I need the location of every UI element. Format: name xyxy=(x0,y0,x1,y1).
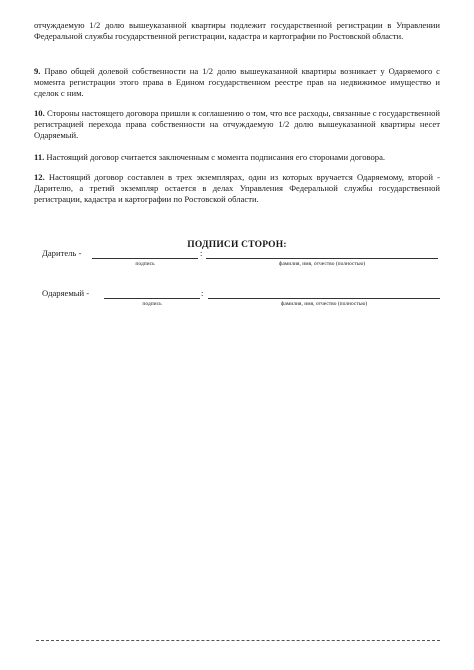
signature-colon: : xyxy=(201,288,204,298)
clause-text: Настоящий договор составлен в трех экземплярах, один из которых вручается Одаряемому, второй - Дарителю, а третий экземпляр остается в делах Управления Федеральной службы государственной регистрации, кадастра и картографии по Ростовской области. xyxy=(34,172,440,204)
signature-row-donor xyxy=(34,248,454,278)
clause-10 xyxy=(34,108,440,141)
clause-text: Стороны настоящего договора пришли к соглашению о том, что все расходы, связанные с государственной регистрацией перехода права собственности на отчуждаемую 1/2 долю вышеуказанной квартиры несет Одаряемый. xyxy=(34,108,440,140)
full-name-caption: фамилия, имя, отчество (полностью) xyxy=(280,301,368,307)
clause-9 xyxy=(34,66,440,99)
signature-label: Даритель - xyxy=(42,248,82,258)
signature-caption: подпись xyxy=(142,301,162,307)
clause-12 xyxy=(34,172,440,205)
clause-number: 11. xyxy=(34,152,45,162)
signature-row-recipient xyxy=(34,288,454,318)
full-name-line[interactable] xyxy=(208,298,440,299)
signature-caption: подпись xyxy=(135,261,155,267)
signature-colon: : xyxy=(200,248,203,258)
signature-line[interactable] xyxy=(104,298,200,299)
clause-number: 12. xyxy=(34,172,45,182)
clause-11 xyxy=(34,152,440,163)
paragraph-continuation xyxy=(34,20,440,42)
clause-number: 9. xyxy=(34,66,41,76)
footer-dashed-rule xyxy=(36,640,440,641)
signature-line[interactable] xyxy=(92,258,198,259)
paragraph-text: отчуждаемую 1/2 долю вышеуказанной квартиры подлежит государственной регистрации в Управлении Федеральной службы государственной регистрации, кадастра и картографии по Ростовской области. xyxy=(34,20,440,41)
full-name-line[interactable] xyxy=(206,258,438,259)
full-name-caption: фамилия, имя, отчество (полностью) xyxy=(278,261,366,267)
signatures-title: ПОДПИСИ СТОРОН: xyxy=(187,240,287,250)
clause-text: Право общей долевой собственности на 1/2 долю вышеуказанной квартиры возникает у Одаряемого с момента регистрации этого права в Едином государственном реестре прав на недвижимое имущество и сделок с ним. xyxy=(34,66,440,98)
signature-label: Одаряемый - xyxy=(42,288,90,298)
clause-number: 10. xyxy=(34,108,45,118)
clause-text: Настоящий договор считается заключенным с момента подписания его сторонами договора. xyxy=(44,152,386,162)
